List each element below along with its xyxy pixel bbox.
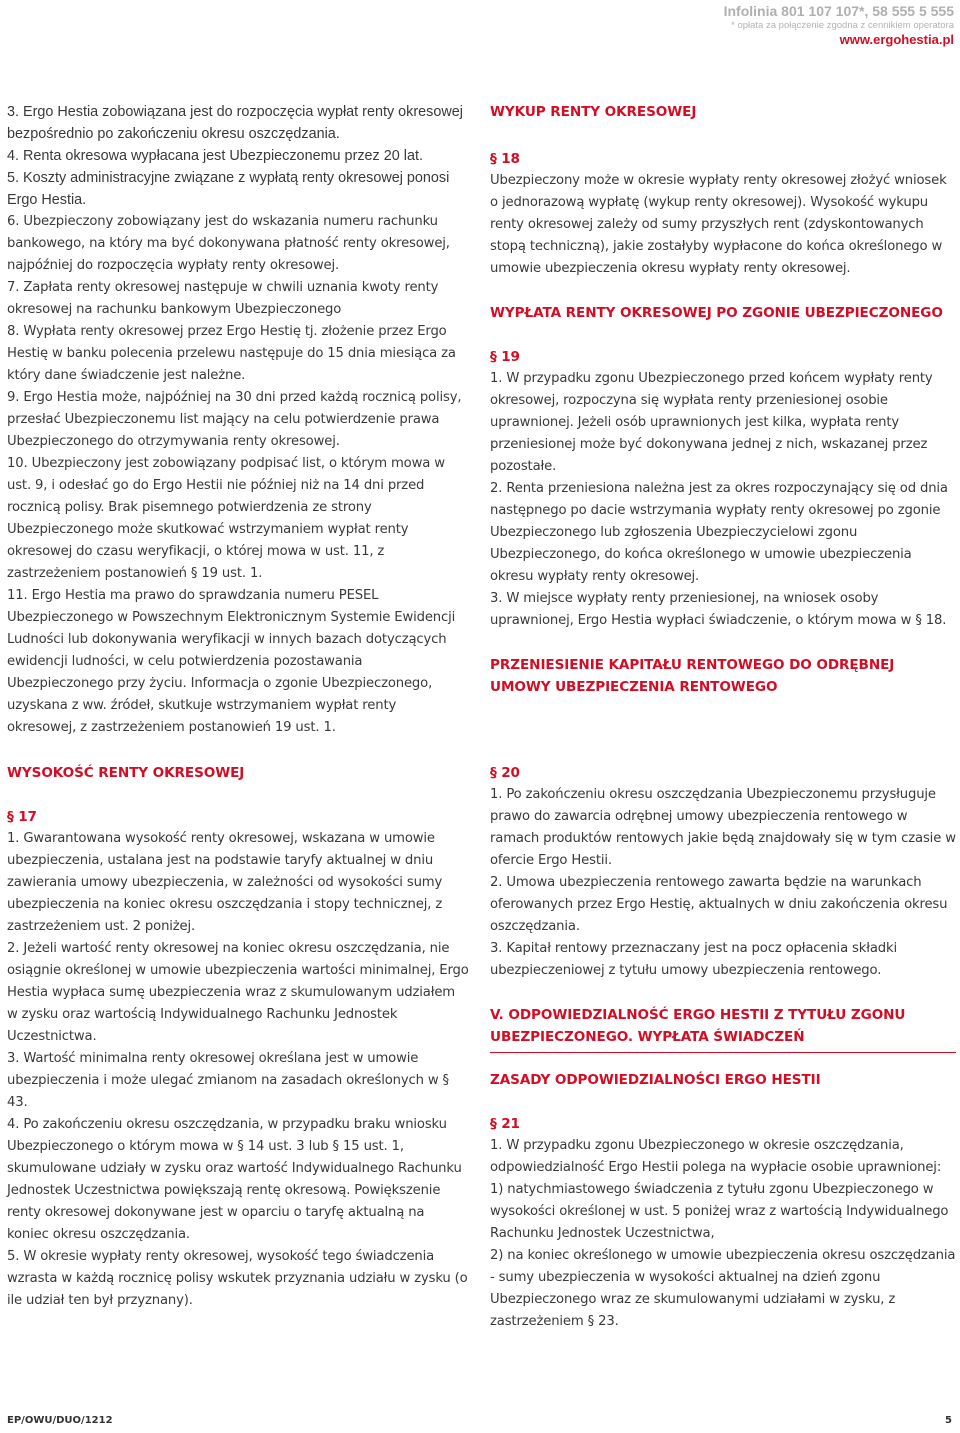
page-number: 5	[945, 1415, 952, 1426]
paragraph: 2. Renta przeniesiona należna jest za okres rozpoczynający się od dnia następnego po dacie wstrzymania wypłaty renty okresowej po zgonie Ubezpieczonego lub zgłoszenia Ubezpieczycielowi zgonu Ubezpieczonego, do końca określonego w umowie ubezpieczenia okresu wypłaty renty okresowej.	[490, 481, 948, 584]
website-link[interactable]: www.ergohestia.pl	[839, 32, 954, 47]
paragraph: 1. Gwarantowana wysokość renty okresowej, wskazana w umowie ubezpieczenia, ustalana jest na podstawie taryfy aktualnej w dniu zawierania umowy ubezpieczenia, w zależności od wysokości sumy ubezpieczenia na koniec okresu oszczędzania i stopy technicznej, z zastrzeżeniem ust. 2 poniżej.	[7, 831, 443, 934]
paragraph: 9. Ergo Hestia może, najpóźniej na 30 dni przed każdą rocznicą polisy, przesłać Ubezpieczonemu list mający na celu potwierdzenie prawa Ubezpieczonego do otrzymywania renty okresowej.	[7, 390, 462, 449]
call-cost-note: * opłata za połączenie zgodna z cennikiem operatora	[731, 20, 954, 31]
paragraph: 10. Ubezpieczony jest zobowiązany podpisać list, o którym mowa w ust. 9, i odesłać go do Ergo Hestii nie później niż na 14 dni przed rocznicą polisy. Brak pisemnego potwierdzenia ze strony Ubezpieczonego może skutkować wstrzymaniem wypłat renty okresowej do czasu weryfikacji, o której mowa w ust. 11, z zastrzeżeniem postanowień § 19 ust. 1.	[7, 456, 445, 581]
paragraph: 5. Koszty administracyjne związane z wypłatą renty okresowej ponosi Ergo Hestia.	[7, 170, 450, 208]
column-bottom-right	[490, 762, 956, 1333]
heading-wysokosc: WYSOKOŚĆ RENTY OKRESOWEJ	[7, 765, 245, 781]
section-heading-v: V. ODPOWIEDZIALNOŚĆ ERGO HESTII Z TYTUŁU ZGONU UBEZPIECZONEGO. WYPŁATA ŚWIADCZEŃ	[490, 1007, 906, 1045]
heading-wykup: WYKUP RENTY OKRESOWEJ	[490, 104, 697, 120]
paragraph: 2. Jeżeli wartość renty okresowej na koniec okresu oszczędzania, nie osiągnie określonej w umowie ubezpieczenia wartości minimalnej, Ergo Hestia wypłaca sumę ubezpieczenia wraz z skumulowanym udziałem w zysku oraz wartością Indywidualnego Rachunku Jednostek Uczestnictwa.	[7, 941, 469, 1044]
page-header	[724, 2, 954, 48]
paragraph: 3. W miejsce wypłaty renty przeniesionej, na wniosek osoby uprawnionej, Ergo Hestia wypłaci świadczenie, o którym mowa w § 18.	[490, 591, 947, 628]
paragraph: 3. Wartość minimalna renty okresowej określana jest w umowie ubezpieczenia i może ulegać zmianom na zasadach określonych w § 43.	[7, 1051, 449, 1110]
heading-przeniesienie: PRZENIESIENIE KAPITAŁU RENTOWEGO DO ODRĘBNEJ UMOWY UBEZPIECZENIA RENTOWEGO	[490, 657, 895, 695]
infoline-phone: Infolinia 801 107 107*, 58 555 5 555	[723, 3, 954, 19]
paragraph: 11. Ergo Hestia ma prawo do sprawdzania numeru PESEL Ubezpieczonego w Powszechnym Elektronicznym Systemie Ewidencji Ludności lub dokonywania weryfikacji w innych bazach dotyczących ewidencji ludności, w celu potwierdzenia pozostawania Ubezpieczonego przy życiu. Informacja o zgonie Ubezpieczonego, uzyskana z ww. źródeł, skutkuje wstrzymaniem wypłat renty okresowej, z zastrzeżeniem postanowień 19 ust. 1.	[7, 588, 456, 735]
paragraph: 2) na koniec określonego w umowie ubezpieczenia okresu oszczędzania - sumy ubezpieczenia w wysokości aktualnej na dzień zgonu Ubezpieczonego wraz ze skumulowanymi udziałami w zysku, z zastrzeżeniem § 23.	[490, 1248, 956, 1329]
heading-wyplata-po-zgonie: WYPŁATA RENTY OKRESOWEJ PO ZGONIE UBEZPIECZONEGO	[490, 305, 943, 321]
paragraph-number-18: § 18	[490, 151, 520, 167]
paragraph-number-19: § 19	[490, 349, 520, 365]
column-top-left	[7, 101, 469, 739]
paragraph: 3. Ergo Hestia zobowiązana jest do rozpoczęcia wypłat renty okresowej bezpośrednio po zakończeniu okresu oszczędzania.	[7, 104, 463, 142]
paragraph: 1. Po zakończeniu okresu oszczędzania Ubezpieczonemu przysługuje prawo do zawarcia odrębnej umowy ubezpieczenia rentowego w ramach produktów rentowych jakie będą znajdowały się w tym czasie w ofercie Ergo Hestii.	[490, 787, 956, 868]
column-top-right	[490, 101, 956, 698]
paragraph: 6. Ubezpieczony zobowiązany jest do wskazania numeru rachunku bankowego, na który ma być dokonywana płatność renty okresowej, najpóźniej do rozpoczęcia wypłaty renty okresowej.	[7, 214, 450, 273]
paragraph: 4. Renta okresowa wypłacana jest Ubezpieczonemu przez 20 lat.	[7, 148, 423, 164]
paragraph-number-20: § 20	[490, 765, 520, 781]
paragraph: Ubezpieczony może w okresie wypłaty renty okresowej złożyć wniosek o jednorazową wypłatę (wykup renty okresowej). Wysokość wykupu renty okresowej zależy od sumy przyszłych rent (zdyskontowanych stopą techniczną), jakie zostałyby wypłacone do końca określonego w umowie ubezpieczenia okresu wypłaty renty okresowej.	[490, 173, 947, 276]
paragraph-number-17: § 17	[7, 809, 37, 825]
heading-zasady: ZASADY ODPOWIEDZIALNOŚCI ERGO HESTII	[490, 1072, 821, 1088]
paragraph: 4. Po zakończeniu okresu oszczędzania, w przypadku braku wniosku Ubezpieczonego o którym mowa w § 14 ust. 3 lub § 15 ust. 1, skumulowane udziały w zysku oraz wartość Indywidualnego Rachunku Jednostek Uczestnictwa powiększają rentę okresową. Powiększenie renty okresowej dokonywane jest w oparciu o taryfę aktualną na koniec okresu oszczędzania.	[7, 1117, 462, 1242]
paragraph: 7. Zapłata renty okresowej następuje w chwili uznania kwoty renty okresowej na rachunku bankowym Ubezpieczonego	[7, 280, 439, 317]
document-code: EP/OWU/DUO/1212	[7, 1415, 113, 1426]
paragraph-number-21: § 21	[490, 1116, 520, 1132]
paragraph: 1. W przypadku zgonu Ubezpieczonego przed końcem wypłaty renty okresowej, rozpoczyna się wypłata renty przeniesionej osobie uprawnionej. Jeżeli osób uprawnionych jest kilka, wypłata renty przeniesionej może być dokonywana jednej z nich, wskazanej przez pozostałe.	[490, 371, 933, 474]
column-bottom-left	[7, 762, 469, 1312]
paragraph: 1) natychmiastowego świadczenia z tytułu zgonu Ubezpieczonego w wysokości określonej w ust. 5 poniżej wraz z wartością Indywidualnego Rachunku Jednostek Uczestnictwa,	[490, 1182, 949, 1241]
paragraph: 3. Kapitał rentowy przeznaczany jest na pocz opłacenia składki ubezpieczeniowej z tytułu umowy ubezpieczenia rentowego.	[490, 941, 898, 978]
paragraph: 1. W przypadku zgonu Ubezpieczonego w okresie oszczędzania, odpowiedzialność Ergo Hestii polega na wypłacie osobie uprawnionej:	[490, 1138, 942, 1175]
paragraph: 8. Wypłata renty okresowej przez Ergo Hestię tj. złożenie przez Ergo Hestię w banku polecenia przelewu następuje do 15 dnia miesiąca za który dane świadczenie jest należne.	[7, 324, 456, 383]
paragraph: 2. Umowa ubezpieczenia rentowego zawarta będzie na warunkach oferowanych przez Ergo Hestię, aktualnych w dniu zakończenia okresu oszczędzania.	[490, 875, 948, 934]
paragraph: 5. W okresie wypłaty renty okresowej, wysokość tego świadczenia wzrasta w każdą rocznicę polisy wskutek przyznania udziału w zysku (o ile udział ten był przyznany).	[7, 1249, 468, 1308]
